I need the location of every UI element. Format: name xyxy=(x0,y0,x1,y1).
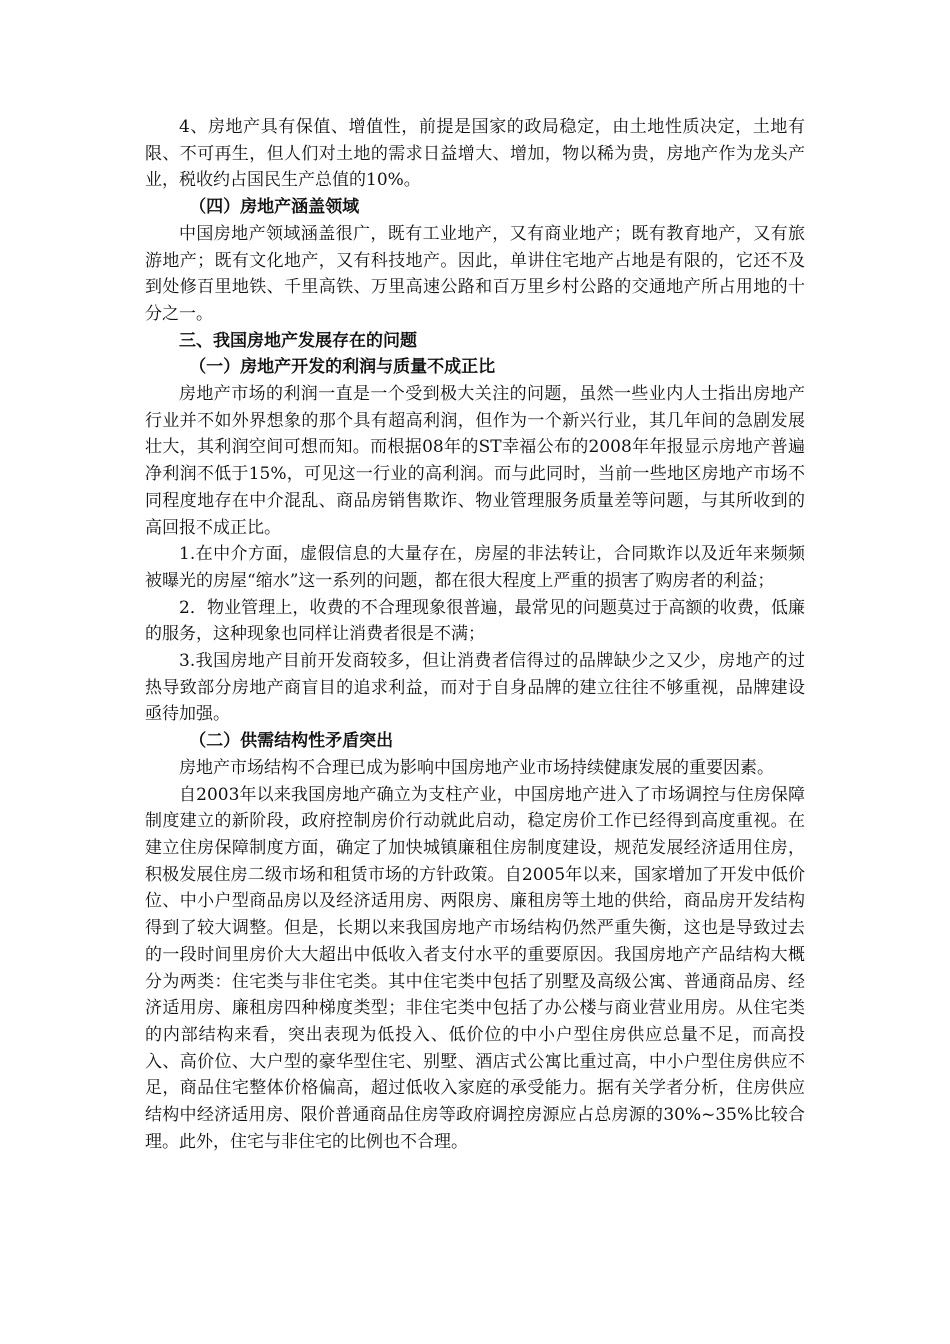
paragraph-profit: 房地产市场的利润一直是一个受到极大关注的问题，虽然一些业内人士指出房地产行业并不如外界想象的那个具有超高利润，但作为一个新兴行业，其几年间的急剧发展壮大，其利润空间可想而知。而根据08年的ST幸福公布的2008年年报显示房地产普遍净利润不低于15%，可见这一行业的高利润。而与此同时，当前一些地区房地产市场不同程度地存在中介混乱、商品房销售欺诈、物业管理服务质量差等问题，与其所收到的高回报不成正比。 xyxy=(145,384,805,538)
document-body xyxy=(145,114,805,1155)
paragraph-since-2003: 自2003年以来我国房地产确立为支柱产业，中国房地产进入了市场调控与住房保障制度建立的新阶段，政府控制房价行动就此启动，稳定房价工作已经得到高度重视。在建立住房保障制度方面，确定了加快城镇廉租住房制度建设，规范发展经济适用住房，积极发展住房二级市场和租赁市场的方针政策。自2005年以来，国家增加了开发中低价位、中小户型商品房以及经济适用房、两限房、廉租房等土地的供给，商品房开发结构得到了较大调整。但是，长期以来我国房地产市场结构仍然严重失衡，这也是导致过去的一段时间里房价大大超出中低收入者支付水平的重要原因。我国房地产产品结构大概分为两类：住宅类与非住宅类。其中住宅类中包括了别墅及高级公寓、普通商品房、经济适用房、廉租房四种梯度类型；非住宅类中包括了办公楼与商业营业用房。从住宅类的内部结构来看，突出表现为低投入、低价位的中小户型住房供应总量不足，而高投入、高价位、大户型的豪华型住宅、别墅、酒店式公寓比重过高，中小户型住房供应不足，商品住宅整体价格偏高，超过低收入家庭的承受能力。据有关学者分析，住房供应结构中经济适用房、限价普通商品住房等政府调控房源应占总房源的30%~35%比较合理。此外，住宅与非住宅的比例也不合理。 xyxy=(145,784,805,1152)
heading-section-2-supply-demand: （二）供需结构性矛盾突出 xyxy=(189,731,394,752)
paragraph-property-management: 2．物业管理上，收费的不合理现象很普遍，最常见的问题莫过于高额的收费，低廉的服务，这种现象也同样让消费者很是不满； xyxy=(145,597,805,645)
paragraph-brand: 3.我国房地产目前开发商较多，但让消费者信得过的品牌缺少之又少，房地产的过热导致部分房地产商盲目的追求利益，而对于自身品牌的建立往往不够重视，品牌建设亟待加强。 xyxy=(145,651,805,725)
heading-section-4-coverage: （四）房地产涵盖领域 xyxy=(189,197,360,218)
heading-part-3-problems: 三、我国房地产发展存在的问题 xyxy=(179,330,417,351)
paragraph-intermediary: 1.在中介方面，虚假信息的大量存在，房屋的非法转让，合同欺诈以及近年来频频被曝光的房屋“缩水”这一系列的问题，都在很大程度上严重的损害了购房者的利益； xyxy=(145,544,805,591)
paragraph-coverage: 中国房地产领域涵盖很广，既有工业地产，又有商业地产；既有教育地产，又有旅游地产；既有文化地产，又有科技地产。因此，单讲住宅地产占地是有限的，它还不及到处修百里地铁、千里高铁、万里高速公路和百万里乡村公路的交通地产所占用地的十分之一。 xyxy=(145,223,805,324)
paragraph-market-structure: 房地产市场结构不合理已成为影响中国房地产业市场持续健康发展的重要因素。 xyxy=(179,757,774,778)
paragraph-preservation-value: 4、房地产具有保值、增值性，前提是国家的政局稳定，由土地性质决定，土地有限、不可再生，但人们对土地的需求日益增大、增加，物以稀为贵，房地产作为龙头产业，税收约占国民生产总值的10%。 xyxy=(145,117,805,191)
heading-section-1-profit-quality: （一）房地产开发的利润与质量不成正比 xyxy=(189,357,496,378)
